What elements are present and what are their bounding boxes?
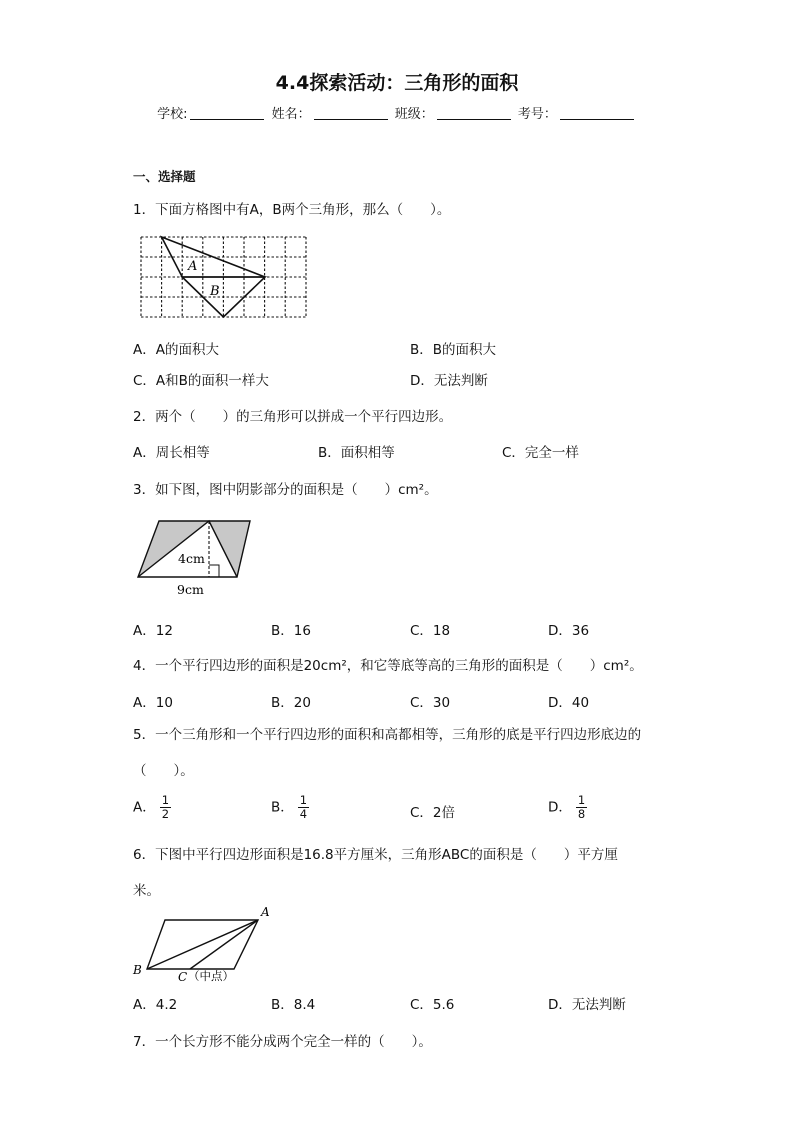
question-4-stem: 4．一个平行四边形的面积是20cm²，和它等底等高的三角形的面积是（ ）cm²。 (133, 658, 643, 674)
line-ba (147, 920, 258, 969)
question-6-stem-line2: 米。 (133, 883, 160, 899)
name-label: 姓名： (271, 107, 311, 122)
label-a: A (188, 259, 198, 274)
denominator: 2 (161, 807, 170, 821)
height-label: 4cm (178, 551, 205, 566)
q2-option-b[interactable]: B．面积相等 (318, 445, 395, 461)
q1-option-a[interactable]: A．A的面积大 (133, 342, 219, 358)
question-2-stem: 2．两个（ ）的三角形可以拼成一个平行四边形。 (133, 409, 453, 425)
question-6-stem-line1: 6．下图中平行四边形面积是16.8平方厘米，三角形ABC的面积是（ ）平方厘 (133, 847, 618, 863)
school-blank[interactable] (190, 107, 264, 120)
exam-no-blank[interactable] (560, 107, 634, 120)
denominator: 4 (299, 807, 308, 821)
label-b: B (210, 284, 220, 299)
line-ca (190, 920, 258, 969)
q6-option-c[interactable]: C．5.6 (410, 997, 455, 1013)
q3-option-b[interactable]: B．16 (271, 623, 311, 639)
q6-option-d[interactable]: D．无法判断 (548, 997, 626, 1013)
q4-option-d[interactable]: D．40 (548, 695, 590, 711)
q5-option-a[interactable] (133, 794, 171, 821)
q5-option-b[interactable] (271, 794, 309, 821)
numerator: 1 (577, 793, 586, 807)
fraction-one-quarter (298, 794, 309, 821)
q2-option-c[interactable]: C．完全一样 (502, 445, 579, 461)
label-midpoint: （中点） (188, 969, 234, 983)
class-label: 班级： (394, 107, 434, 122)
option-letter: D． (548, 799, 572, 816)
name-blank[interactable] (314, 107, 388, 120)
q1-option-d[interactable]: D．无法判断 (410, 373, 488, 389)
fraction-one-half (160, 794, 171, 821)
q3-option-c[interactable]: C．18 (410, 623, 451, 639)
question-7-stem: 7．一个长方形不能分成两个完全一样的（ ）。 (133, 1034, 432, 1050)
q4-option-c[interactable]: C．30 (410, 695, 451, 711)
option-letter: B． (271, 799, 294, 816)
question-6-parallelogram-figure (130, 902, 280, 986)
page-title: 4.4探索活动：三角形的面积 (275, 72, 519, 94)
q3-option-d[interactable]: D．36 (548, 623, 590, 639)
label-c: C (178, 970, 188, 984)
fraction-one-eighth (576, 794, 587, 821)
option-letter: A． (133, 799, 156, 816)
question-1-grid-figure (138, 234, 310, 322)
q3-option-a[interactable]: A．12 (133, 623, 173, 639)
q5-option-c[interactable]: C．2倍 (410, 805, 456, 821)
student-info-line (0, 103, 794, 122)
question-5-stem-line1: 5．一个三角形和一个平行四边形的面积和高都相等，三角形的底是平行四边形底边的 (133, 727, 642, 743)
question-3-parallelogram-figure (133, 514, 255, 598)
question-3-stem: 3．如下图，图中阴影部分的面积是（ ）cm²。 (133, 482, 438, 498)
question-5-stem-line2: （ ）。 (133, 763, 194, 779)
exam-no-label: 考号： (517, 107, 557, 122)
numerator: 1 (161, 793, 170, 807)
school-label: 学校: (157, 107, 188, 122)
q4-option-a[interactable]: A．10 (133, 695, 173, 711)
q1-option-b[interactable]: B．B的面积大 (410, 342, 497, 358)
numerator: 1 (299, 793, 308, 807)
question-1-stem: 1．下面方格图中有A，B两个三角形，那么（ ）。 (133, 202, 451, 218)
class-blank[interactable] (437, 107, 511, 120)
denominator: 8 (577, 807, 586, 821)
base-label: 9cm (177, 582, 204, 597)
q2-option-a[interactable]: A．周长相等 (133, 445, 210, 461)
label-b: B (133, 963, 142, 977)
label-a: A (261, 905, 270, 919)
section-heading: 一、选择题 (133, 169, 196, 184)
q4-option-b[interactable]: B．20 (271, 695, 311, 711)
q1-option-c[interactable]: C．A和B的面积一样大 (133, 373, 269, 389)
q6-option-b[interactable]: B．8.4 (271, 997, 316, 1013)
q6-option-a[interactable]: A．4.2 (133, 997, 178, 1013)
q5-option-d[interactable] (548, 794, 587, 821)
